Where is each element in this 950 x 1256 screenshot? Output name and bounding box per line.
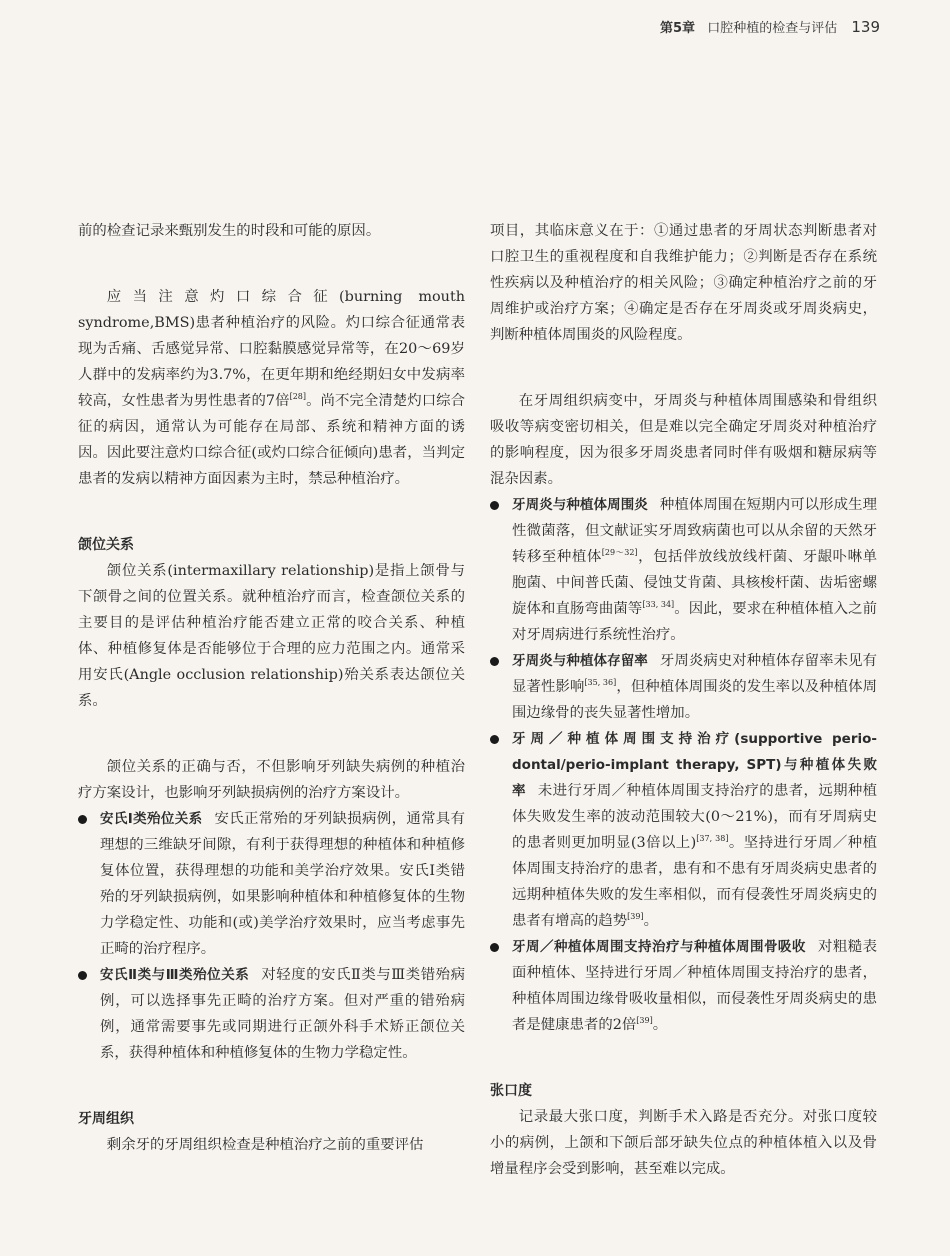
paragraph-bms: 应当注意灼口综合征(burning mouth syndrome,BMS)患者种植治疗的风险。灼口综合征通常表现为舌痛、舌感觉异常、口腔黏膜感觉异常等，在20～69岁人群中的发病率约为3.7%，在更年期和绝经期妇女中发病率较高，女性患者为男性患者的7倍[28]。尚不完全清楚灼口综合征的病因，通常认为可能存在局部、系统和精神方面的诱因。因此要注意灼口综合征(或灼口综合征倾向)患者，当判定患者的发病以精神方面因素为主时，禁忌种植治疗。 — [78, 289, 465, 487]
section-heading-periodontal: 牙周组织 — [78, 1111, 134, 1127]
bullet-title: 牙周炎与种植体存留率 — [512, 653, 648, 669]
bullet-title: 安氏Ⅰ类殆位关系 — [100, 811, 203, 827]
bullet-angle-class-1 — [78, 806, 465, 962]
paragraph-intermaxillary: 颌位关系(intermaxillary relationship)是指上颌骨与下颌骨之间的位置关系。就种植治疗而言，检查颌位关系的主要目的是评估种植治疗能否建立正常的咬合关系、种植体、种植修复体是否能够位于合理的应力范围之内。通常采用安氏(Angle occlusion relationship)殆关系表达颌位关系。 — [78, 563, 465, 709]
bullet-dot-icon — [490, 657, 499, 666]
section-heading-occlusion: 颌位关系 — [78, 537, 134, 553]
bullet-dot-icon — [490, 735, 499, 744]
paragraph-periodontitis: 在牙周组织病变中，牙周炎与种植体周围感染和骨组织吸收等病变密切相关，但是难以完全确定牙周炎对种植治疗的影响程度，因为很多牙周炎患者同时伴有吸烟和糖尿病等混杂因素。 — [490, 393, 877, 487]
citation: [33, 34] — [642, 600, 675, 610]
left-column — [78, 218, 465, 1158]
citation: [29～32] — [601, 548, 638, 558]
paragraph-periodontal: 剩余牙的牙周组织检查是种植治疗之前的重要评估 — [106, 1137, 424, 1153]
paragraph-occlusion-impact: 颌位关系的正确与否，不但影响牙列缺失病例的种植治疗方案设计，也影响牙列缺损病例的治疗方案设计。 — [78, 759, 465, 801]
citation: [35, 36] — [584, 678, 617, 688]
paragraph-mouth-opening: 记录最大张口度，判断手术入路是否充分。对张口度较小的病例，上颌和下颌后部牙缺失位点的种植体植入以及骨增量程序会受到影响，甚至难以完成。 — [490, 1109, 877, 1177]
bullet-dot-icon — [78, 815, 87, 824]
paragraph: 前的检查记录来甄别发生的时段和可能的原因。 — [78, 223, 381, 239]
bullet-text: 安氏正常殆的牙列缺损病例，通常具有理想的三维缺牙间隙，有利于获得理想的种植体和种植修复体位置，获得理想的功能和美学治疗效果。安氏Ⅰ类错殆的牙列缺损病例，如果影响种植体和种植修复体的生物力学稳定性、功能和(或)美学治疗效果时，应当考虑事先正畸的治疗程序。 — [100, 811, 465, 957]
bullet-title: 安氏Ⅱ类与Ⅲ类殆位关系 — [100, 967, 250, 983]
right-column — [490, 218, 877, 1182]
bullet-dot-icon — [78, 971, 87, 980]
bullet-spt-failure: 牙周／种植体周围支持治疗(supportive perio-dontal/perio-implant therapy, SPT)与种植体失败率 未进行牙周／种植体周围支持治疗的患者，远期种植体失败发生率的波动范围较大(0～21%)，而有牙周病史的患者则更加明显(3倍以上)[37, 38]。坚持进行牙周／种植体周围支持治疗的患者，患有和不患有牙周炎病史患者的远期种植体失败的发生率相似，而有侵袭性牙周炎病史的患者有增高的趋势[39]。 — [490, 726, 877, 934]
citation: [28] — [289, 392, 306, 402]
bullet-survival-rate: 牙周炎与种植体存留率 牙周炎病史对种植体存留率未见有显著性影响[35, 36]，但种植体周围炎的发生率以及种植体周围边缘骨的丧失显著性增加。 — [490, 648, 877, 726]
bullet-title: 牙周炎与种植体周围炎 — [512, 497, 648, 513]
chapter-title: 口腔种植的检查与评估 — [707, 21, 838, 36]
bullet-title: 牙周／种植体周围支持治疗(supportive perio-dontal/perio-implant therapy, SPT)与种植体失败率 — [512, 731, 877, 799]
bullet-text: 对轻度的安氏Ⅱ类与Ⅲ类错殆病例，可以选择事先正畸的治疗方案。但对严重的错殆病例，通常需要事先或同期进行正颌外科手术矫正颌位关系，获得种植体和种植修复体的生物力学稳定性。 — [100, 967, 465, 1061]
bullet-angle-class-2-3 — [78, 962, 465, 1066]
running-header — [660, 17, 880, 36]
citation: [37, 38] — [696, 834, 729, 844]
bullet-dot-icon — [490, 501, 499, 510]
paragraph-clinical-significance: 项目，其临床意义在于：①通过患者的牙周状态判断患者对口腔卫生的重视程度和自我维护能力；②判断是否存在系统性疾病以及种植治疗的相关风险；③确定种植治疗之前的牙周维护或治疗方案；④确定是否存在牙周炎或牙周炎病史，判断种植体周围炎的风险程度。 — [490, 223, 877, 343]
chapter-number: 第5章 — [660, 21, 696, 36]
bullet-periimplantitis: 牙周炎与种植体周围炎 种植体周围在短期内可以形成生理性微菌落，但文献证实牙周致病菌也可以从余留的天然牙转移至种植体[29～32]，包括伴放线放线杆菌、牙龈卟啉单胞菌、中间普氏菌、侵蚀艾肯菌、具核梭杆菌、齿垢密螺旋体和直肠弯曲菌等[33, 34]。因此，要求在种植体植入之前对牙周病进行系统性治疗。 — [490, 492, 877, 648]
bullet-dot-icon — [490, 943, 499, 952]
bullet-title: 牙周／种植体周围支持治疗与种植体周围骨吸收 — [512, 939, 806, 955]
citation: [39] — [627, 912, 644, 922]
section-heading-mouth-opening: 张口度 — [490, 1083, 532, 1099]
bullet-spt-bone-loss: 牙周／种植体周围支持治疗与种植体周围骨吸收 对粗糙表面种植体、坚持进行牙周／种植体周围支持治疗的患者，种植体周围边缘骨吸收量相似，而侵袭性牙周炎病史的患者是健康患者的2倍[39]。 — [490, 934, 877, 1038]
page-number: 139 — [851, 18, 880, 36]
citation: [39] — [636, 1016, 653, 1026]
